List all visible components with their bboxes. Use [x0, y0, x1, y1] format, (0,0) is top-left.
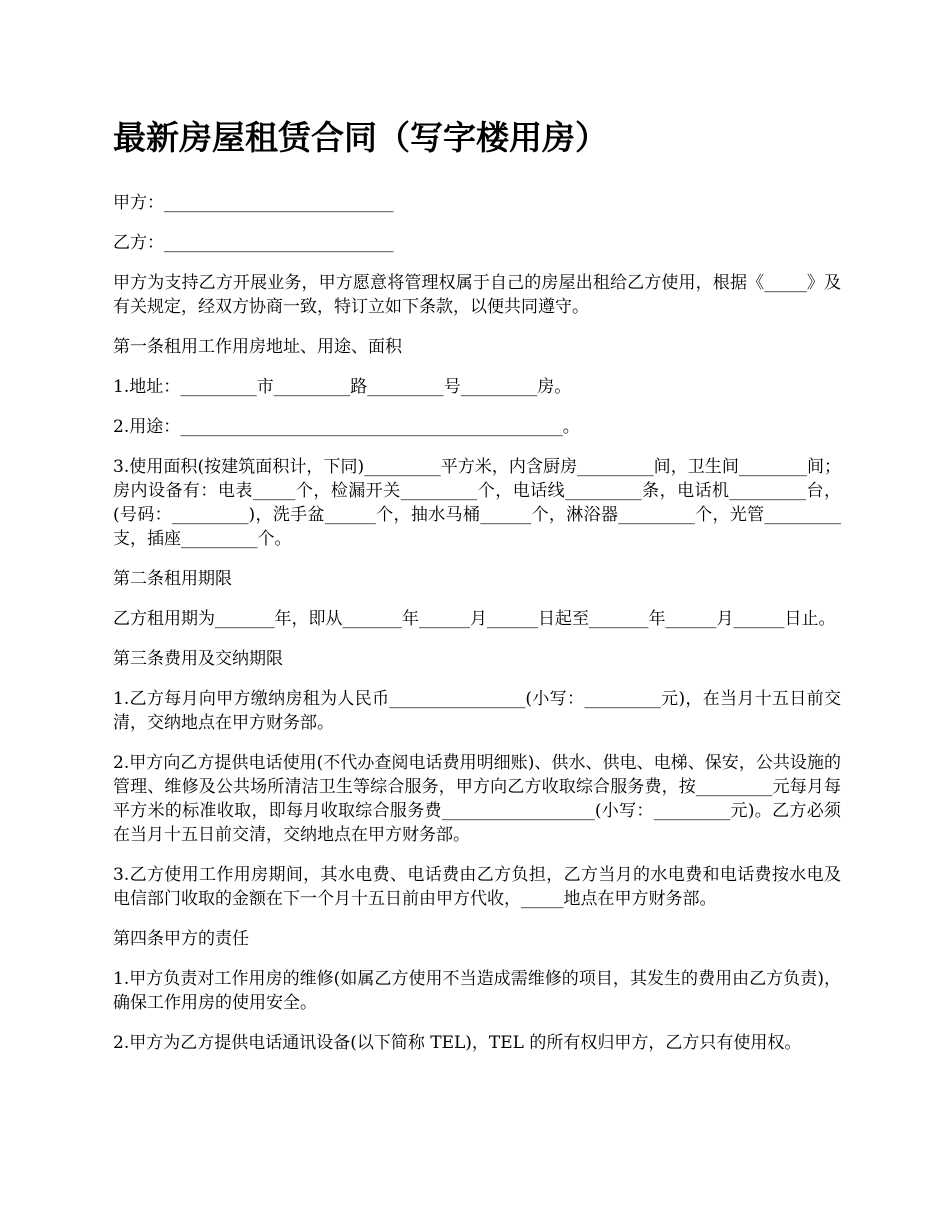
article-4-clause-2: 2.甲方为乙方提供电话通讯设备(以下简称 TEL)，TEL 的所有权归甲方，乙方只有使用权。 — [113, 1033, 802, 1053]
article-3-heading: 第三条费用及交纳期限 — [113, 649, 283, 669]
document-page — [113, 112, 841, 1071]
article-2-heading: 第二条租用期限 — [113, 569, 232, 589]
party-a-line: 甲方：___________________________ — [113, 193, 394, 213]
article-1-clause-area: 3.使用面积(按建筑面积计，下同)_________平方米，内含厨房_________间，卫生间________间；房内设备有：电表_____个，检漏开关_________个，电话线_________条，电话机_________台，(号码：_________)，洗手盆______个，抽水马桶______个，淋浴器_________个，光管_________支，插座_________个。 — [113, 457, 841, 549]
article-4-heading: 第四条甲方的责任 — [113, 929, 249, 949]
article-1-clause-address: 1.地址：_________市_________路_________号_________房。 — [113, 377, 572, 397]
article-4-clause-1: 1.甲方负责对工作用房的维修(如属乙方使用不当造成需维修的项目，其发生的费用由乙方负责)，确保工作用房的使用安全。 — [113, 969, 841, 1013]
preamble-paragraph: 甲方为支持乙方开展业务，甲方愿意将管理权属于自己的房屋出租给乙方使用，根据《_____》及有关规定，经双方协商一致，特订立如下条款，以便共同遵守。 — [113, 273, 841, 317]
party-b-line: 乙方：___________________________ — [113, 233, 394, 253]
article-3-clause-1: 1.乙方每月向甲方缴纳房租为人民币________________(小写：_________元)，在当月十五日前交清，交纳地点在甲方财务部。 — [113, 689, 841, 733]
article-1-clause-purpose: 2.用途：_____________________________________________。 — [113, 417, 580, 437]
article-1-heading: 第一条租用工作用房地址、用途、面积 — [113, 337, 402, 357]
article-2-clause-term: 乙方租用期为_______年，即从_______年______月______日起至_______年______月______日止。 — [113, 609, 836, 629]
document-title: 最新房屋租赁合同（写字楼用房） — [113, 118, 608, 157]
article-3-clause-2: 2.甲方向乙方提供电话使用(不代办查阅电话费用明细账)、供水、供电、电梯、保安，公共设施的管理、维修及公共场所清洁卫生等综合服务，甲方向乙方收取综合服务费，按_________元每月每平方米的标准收取，即每月收取综合服务费__________________(小写：_________元)。乙方必须在当月十五日前交清，交纳地点在甲方财务部。 — [113, 753, 841, 845]
article-3-clause-3: 3.乙方使用工作用房期间，其水电费、电话费由乙方负担，乙方当月的水电费和电话费按水电及电信部门收取的金额在下一个月十五日前由甲方代收，_____地点在甲方财务部。 — [113, 865, 841, 909]
